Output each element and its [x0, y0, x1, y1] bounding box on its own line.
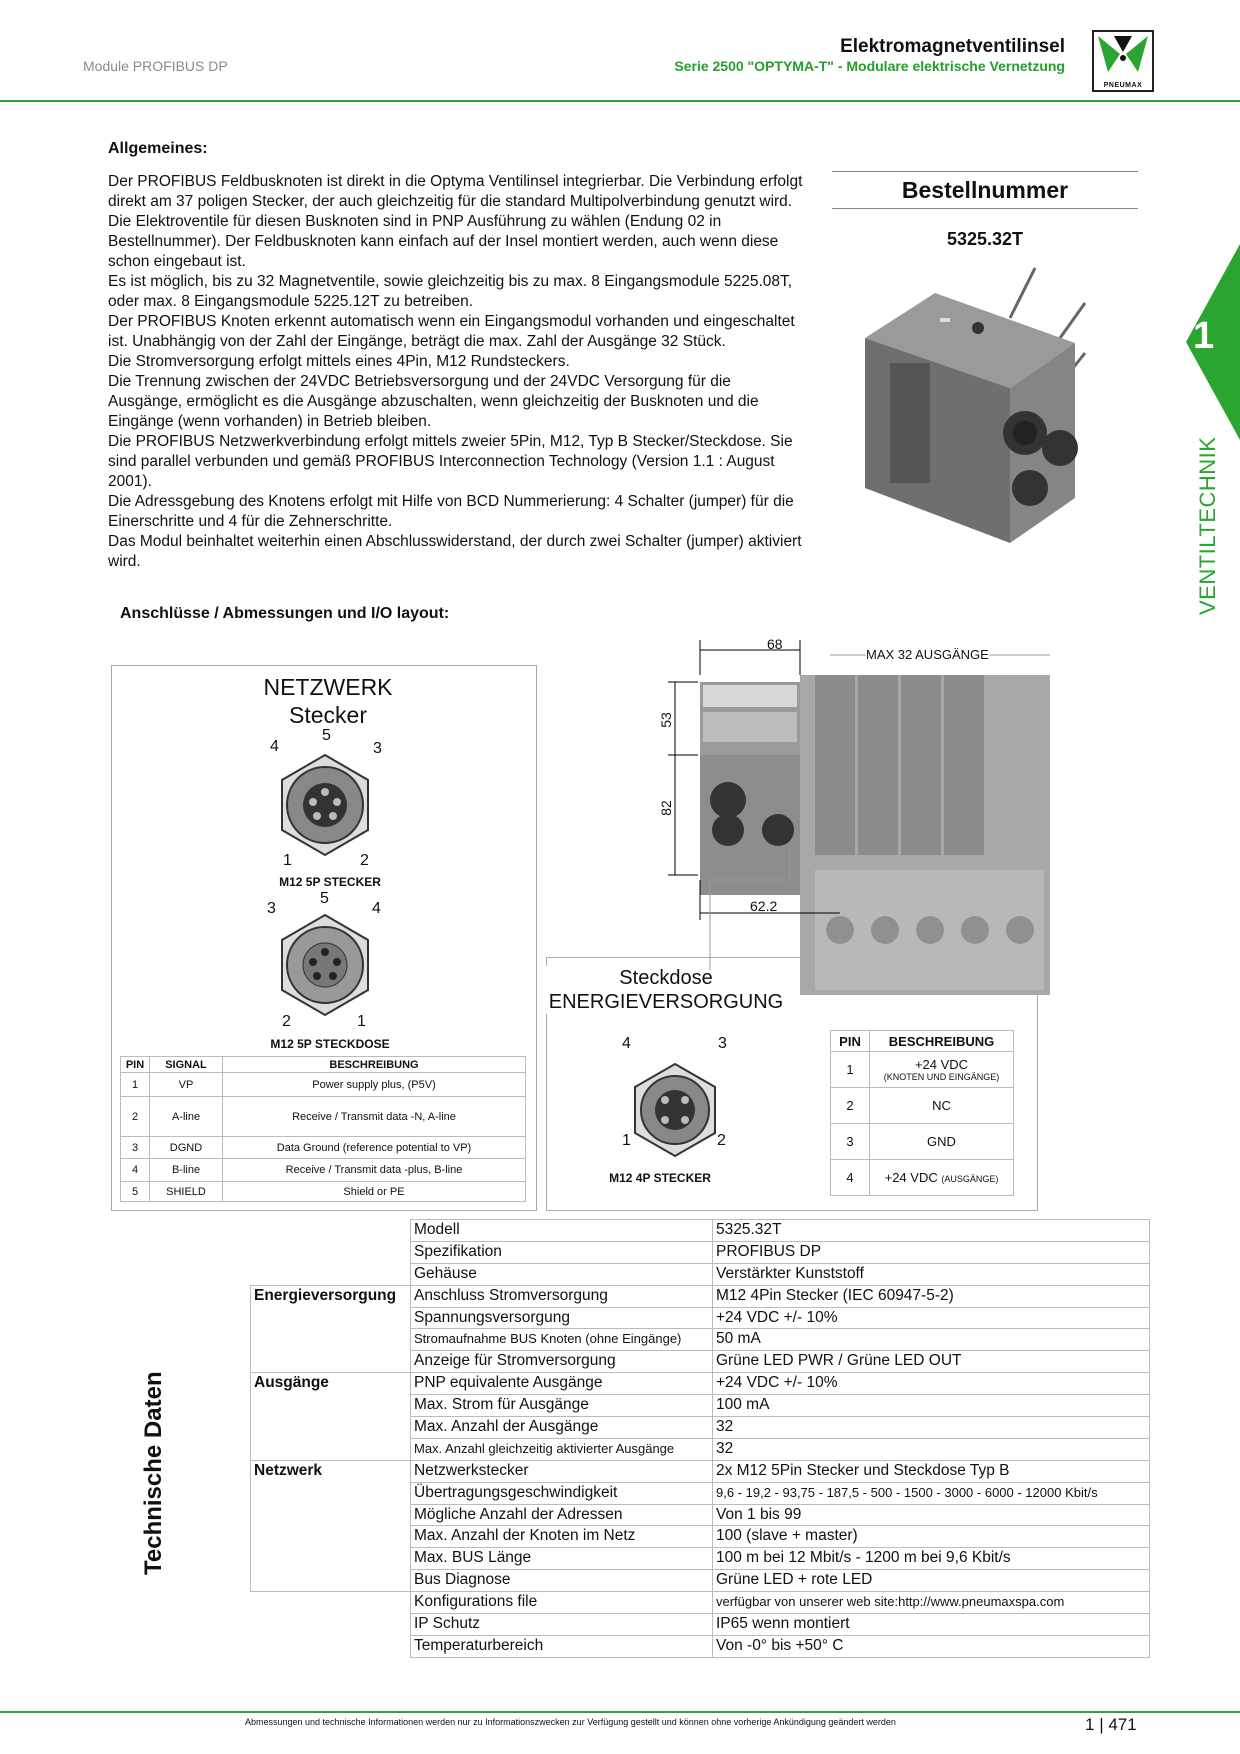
tech-group-cell [251, 1570, 411, 1592]
pin-label: 2 [360, 852, 369, 869]
tech-value-cell: M12 4Pin Stecker (IEC 60947-5-2) [713, 1285, 1150, 1307]
tech-label-cell: Bus Diagnose [411, 1570, 713, 1592]
m12-4p-stecker-drawing [625, 1060, 725, 1160]
tech-label-cell: Anzeige für Stromversorgung [411, 1351, 713, 1373]
table-row [251, 1614, 1150, 1636]
m12-5p-steckdose-label: M12 5P STECKDOSE [270, 1037, 390, 1051]
tech-label-cell: Mögliche Anzahl der Adressen [411, 1504, 713, 1526]
table-header-row [121, 1057, 526, 1073]
tech-value-cell: 50 mA [713, 1329, 1150, 1351]
table-row [251, 1373, 1150, 1395]
table-cell: 2 [121, 1097, 150, 1137]
table-cell: 3 [831, 1124, 870, 1160]
dim-h1: 53 [657, 712, 674, 728]
tech-group-cell [251, 1592, 411, 1614]
table-cell: B-line [150, 1159, 223, 1182]
table-cell: 3 [121, 1137, 150, 1159]
tech-group-cell [251, 1263, 411, 1285]
table-row [251, 1460, 1150, 1482]
power-note: (KNOTEN UND EINGÄNGE) [883, 1072, 1000, 1082]
table-row [121, 1097, 526, 1137]
table-cell: Receive / Transmit data -N, A-line [223, 1097, 526, 1137]
tech-group-cell [251, 1220, 411, 1242]
tech-label-cell: Max. Strom für Ausgänge [411, 1395, 713, 1417]
table-header-row [831, 1031, 1014, 1052]
table-cell: 1 [121, 1073, 150, 1097]
product-photo [860, 258, 1100, 548]
tech-value-cell: 100 mA [713, 1395, 1150, 1417]
footer-disclaimer: Abmessungen und technische Informationen werden nur zu Informationszwecken zur Verfügung gestellt und können ohne vorherige Ankündigung geändert werden [245, 1717, 896, 1727]
table-cell: NC [870, 1088, 1014, 1124]
page-number: 1 | 471 [1085, 1715, 1137, 1734]
tech-group-cell [251, 1548, 411, 1570]
tech-label-cell: Temperaturbereich [411, 1635, 713, 1657]
tech-value-cell: +24 VDC +/- 10% [713, 1307, 1150, 1329]
tech-label-cell: Modell [411, 1220, 713, 1242]
tech-value-cell: PROFIBUS DP [713, 1241, 1150, 1263]
table-row [251, 1570, 1150, 1592]
table-cell: GND [870, 1124, 1014, 1160]
logo-mark-icon [1094, 32, 1152, 78]
table-row [251, 1241, 1150, 1263]
table-row [251, 1220, 1150, 1242]
brand-logo [1092, 30, 1154, 92]
table-row [251, 1285, 1150, 1307]
general-paragraph: Die Stromversorgung erfolgt mittels eines 4Pin, M12 Rundsteckers. [108, 353, 570, 370]
dim-width: 68 [767, 636, 783, 652]
tech-label-cell: PNP equivalente Ausgänge [411, 1373, 713, 1395]
table-cell: 1 [831, 1052, 870, 1088]
m12-5p-stecker-drawing [270, 750, 380, 860]
table-cell [870, 1052, 1014, 1088]
table-cell: DGND [150, 1137, 223, 1159]
table-header: PIN [831, 1031, 870, 1052]
general-paragraph: Die Adressgebung des Knotens erfolgt mit Hilfe von BCD Nummerierung: 4 Schalter (jumper) für die Einerschritte und 4 für die Zehnerschritte. [108, 493, 794, 530]
pin-label: 1 [283, 852, 292, 869]
general-paragraph: Das Modul beinhaltet weiterhin einen Abschlusswiderstand, der durch zwei Schalter (jumper) aktiviert wird. [108, 533, 802, 570]
pin-label: 5 [320, 890, 329, 907]
connections-heading: Anschlüsse / Abmessungen und I/O layout: [120, 605, 450, 622]
tech-value-cell: 2x M12 5Pin Stecker und Steckdose Typ B [713, 1460, 1150, 1482]
table-cell: VP [150, 1073, 223, 1097]
table-row [251, 1592, 1150, 1614]
pin-label: 3 [718, 1035, 727, 1052]
table-row [831, 1124, 1014, 1160]
tech-label-cell: Max. Anzahl gleichzeitig aktivierter Ausgänge [411, 1438, 713, 1460]
network-title [228, 673, 428, 729]
tech-group-cell [251, 1241, 411, 1263]
tech-group-cell [251, 1438, 411, 1460]
dimension-drawing [640, 630, 1060, 1010]
table-header: BESCHREIBUNG [223, 1057, 526, 1073]
table-header: BESCHREIBUNG [870, 1031, 1014, 1052]
tech-label-cell: Spezifikation [411, 1241, 713, 1263]
table-row [121, 1137, 526, 1159]
pin-label: 5 [322, 727, 331, 744]
table-cell: Receive / Transmit data -plus, B-line [223, 1159, 526, 1182]
pin-label: 3 [373, 740, 382, 757]
tech-label-cell: Konfigurations file [411, 1592, 713, 1614]
side-tab-number: 1 [1193, 315, 1215, 357]
tech-group-cell [251, 1395, 411, 1417]
table-cell: Power supply plus, (P5V) [223, 1073, 526, 1097]
tech-group-cell [251, 1504, 411, 1526]
table-row [251, 1417, 1150, 1439]
tech-group-cell: Ausgänge [251, 1373, 411, 1395]
tech-data-title: Technische Daten [140, 1371, 167, 1575]
general-heading: Allgemeines: [108, 140, 208, 157]
tech-label-cell: Max. Anzahl der Ausgänge [411, 1417, 713, 1439]
power-desc: +24 VDC [914, 1057, 969, 1072]
tech-label-cell: Max. Anzahl der Knoten im Netz [411, 1526, 713, 1548]
table-row [251, 1635, 1150, 1657]
table-row [251, 1482, 1150, 1504]
pin-label: 4 [270, 738, 279, 755]
power-pin-table [830, 1030, 1014, 1196]
pin-label: 1 [357, 1013, 366, 1030]
tech-label-cell: Stromaufnahme BUS Knoten (ohne Eingänge) [411, 1329, 713, 1351]
table-header: PIN [121, 1057, 150, 1073]
power-note: (AUSGÄNGE) [941, 1174, 999, 1184]
tech-value-cell: IP65 wenn montiert [713, 1614, 1150, 1636]
tech-label-cell: Netzwerkstecker [411, 1460, 713, 1482]
tech-group-cell [251, 1329, 411, 1351]
logo-text: PNEUMAX [1103, 82, 1143, 89]
table-cell: 4 [831, 1160, 870, 1196]
network-title-line1: NETZWERK [263, 674, 393, 700]
header-title: Elektromagnetventilinsel [840, 36, 1065, 57]
table-row [831, 1088, 1014, 1124]
tech-group-cell [251, 1351, 411, 1373]
pin-label: 2 [717, 1132, 726, 1149]
table-cell: Shield or PE [223, 1182, 526, 1202]
table-row [251, 1329, 1150, 1351]
dim-h2: 82 [657, 800, 674, 816]
footer-page: 471 [1108, 1715, 1137, 1734]
footer-section: 1 [1085, 1715, 1095, 1734]
pin-label: 2 [282, 1013, 291, 1030]
table-cell [870, 1160, 1014, 1196]
tech-value-cell: Grüne LED + rote LED [713, 1570, 1150, 1592]
order-number: 5325.32T [946, 229, 1024, 249]
table-row [251, 1526, 1150, 1548]
table-row [251, 1504, 1150, 1526]
table-cell: 2 [831, 1088, 870, 1124]
tech-data-table [250, 1219, 1150, 1658]
table-cell: 4 [121, 1159, 150, 1182]
tech-label-cell: Übertragungsgeschwindigkeit [411, 1482, 713, 1504]
table-row [251, 1307, 1150, 1329]
table-cell: Data Ground (reference potential to VP) [223, 1137, 526, 1159]
tech-label-cell: Anschluss Stromversorgung [411, 1285, 713, 1307]
pin-label: 4 [372, 900, 381, 917]
tech-value-cell: +24 VDC +/- 10% [713, 1373, 1150, 1395]
tech-label-cell: Max. BUS Länge [411, 1548, 713, 1570]
tech-group-cell [251, 1635, 411, 1657]
header-left-label: Module PROFIBUS DP [83, 58, 228, 74]
tech-value-cell: 100 m bei 12 Mbit/s - 1200 m bei 9,6 Kbit/s [713, 1548, 1150, 1570]
tech-group-cell: Energieversorgung [251, 1285, 411, 1307]
general-body [108, 172, 808, 572]
m12-5p-steckdose-drawing [270, 910, 380, 1020]
tech-label-cell: IP Schutz [411, 1614, 713, 1636]
tech-value-cell: Von 1 bis 99 [713, 1504, 1150, 1526]
table-row [831, 1052, 1014, 1088]
tech-group-cell: Netzwerk [251, 1460, 411, 1482]
pin-label: 1 [622, 1132, 631, 1149]
tech-value-cell: verfügbar von unserer web site:http://www.pneumaxspa.com [713, 1592, 1150, 1614]
power-desc: +24 VDC [884, 1170, 938, 1185]
side-tab-label: VENTILTECHNIK [1195, 436, 1220, 615]
tech-group-cell [251, 1526, 411, 1548]
tech-value-cell: 32 [713, 1438, 1150, 1460]
footer-divider [0, 1711, 1240, 1713]
general-paragraph: Es ist möglich, bis zu 32 Magnetventile, sowie gleichzeitig bis zu max. 8 Eingangsmodule 5225.08T, oder max. 8 Eingangsmodule 5225.12T zu betreiben. [108, 273, 793, 310]
tech-value-cell: 5325.32T [713, 1220, 1150, 1242]
general-paragraph: Der PROFIBUS Feldbusknoten ist direkt in die Optyma Ventilinsel integrierbar. Die Verbindung erfolgt direkt am 37 poligen Stecker, der auch gleichzeitig für die standard Multipolverbindung genutzt wird. Die Elektroventile für diesen Busknoten sind in PNP Ausführung zu wählen (Endung 02 in Bestellnummer). Der Feldbusknoten kann einfach auf der Insel montiert werden, auch wenn diese schon eingebaut ist. [108, 173, 803, 270]
tech-value-cell: Von -0° bis +50° C [713, 1635, 1150, 1657]
tech-value-cell: 9,6 - 19,2 - 93,75 - 187,5 - 500 - 1500 - 3000 - 6000 - 12000 Kbit/s [713, 1482, 1150, 1504]
dim-depth: 62.2 [750, 898, 778, 914]
table-row [251, 1351, 1150, 1373]
tech-group-cell [251, 1482, 411, 1504]
pin-label: 4 [622, 1035, 631, 1052]
power-title-line1: Steckdose [619, 967, 713, 989]
max-outputs-label: MAX 32 AUSGÄNGE [866, 647, 989, 662]
network-title-line2: Stecker [289, 702, 367, 728]
table-row [121, 1073, 526, 1097]
general-paragraph: Die Trennung zwischen der 24VDC Betriebsversorgung und der 24VDC Versorgung für die Ausgänge, ermöglicht es die Ausgänge abzuschalten, wenn gleichzeitig der Busknoten und die Eingänge (wenn vorhanden) in Betrieb bleiben. [108, 373, 759, 430]
table-row [831, 1160, 1014, 1196]
table-cell: SHIELD [150, 1182, 223, 1202]
network-pin-table [120, 1056, 526, 1202]
table-row [121, 1182, 526, 1202]
tech-value-cell: Verstärkter Kunststoff [713, 1263, 1150, 1285]
tech-group-cell [251, 1614, 411, 1636]
order-heading: Bestellnummer [832, 171, 1138, 209]
pin-label: 3 [267, 900, 276, 917]
tech-label-cell: Spannungsversorgung [411, 1307, 713, 1329]
tech-label-cell: Gehäuse [411, 1263, 713, 1285]
general-paragraph: Die PROFIBUS Netzwerkverbindung erfolgt mittels zweier 5Pin, M12, Typ B Stecker/Steckdose. Sie sind parallel verbunden und gemäß PROFIBUS Interconnection Technology (Version 1.1 : August 2001). [108, 433, 793, 490]
m12-4p-stecker-label: M12 4P STECKER [609, 1171, 711, 1185]
header-subtitle: Serie 2500 "OPTYMA-T" - Modulare elektrische Vernetzung [674, 58, 1065, 74]
general-paragraph: Der PROFIBUS Knoten erkennt automatisch wenn ein Eingangsmodul vorhanden und eingeschaltet ist. Unabhängig von der Zahl der Eingänge, beträgt die max. Zahl der Ausgänge 32 Stück. [108, 313, 795, 350]
tech-value-cell: 32 [713, 1417, 1150, 1439]
tech-value-cell: Grüne LED PWR / Grüne LED OUT [713, 1351, 1150, 1373]
tech-group-cell [251, 1417, 411, 1439]
table-row [251, 1438, 1150, 1460]
header-divider [0, 100, 1240, 102]
tech-value-cell: 100 (slave + master) [713, 1526, 1150, 1548]
table-row [251, 1548, 1150, 1570]
table-row [251, 1395, 1150, 1417]
table-cell: A-line [150, 1097, 223, 1137]
power-title-line2: ENERGIEVERSORGUNG [548, 991, 784, 1013]
table-row [121, 1159, 526, 1182]
m12-5p-stecker-label: M12 5P STECKER [279, 875, 381, 889]
table-row [251, 1263, 1150, 1285]
table-cell: 5 [121, 1182, 150, 1202]
tech-group-cell [251, 1307, 411, 1329]
table-header: SIGNAL [150, 1057, 223, 1073]
